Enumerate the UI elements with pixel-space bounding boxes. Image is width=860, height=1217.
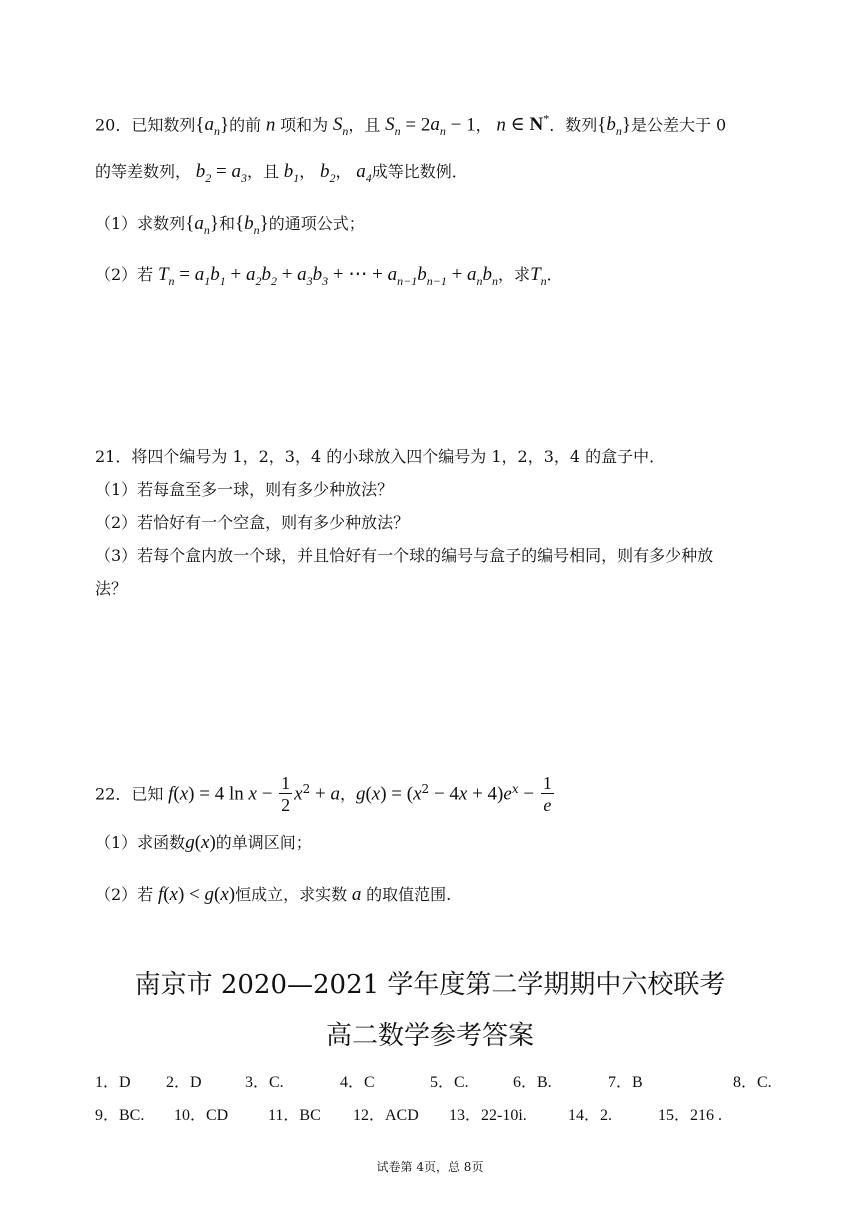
q21-line1: 21．将四个编号为 1，2，3，4 的小球放入四个编号为 1，2，3，4 的盒子中． bbox=[95, 447, 666, 466]
answer-key-subtitle: 高二数学参考答案 bbox=[325, 1021, 534, 1051]
answer-3: 3．C. bbox=[245, 1074, 284, 1091]
q21-part1: （1）若每盒至多一球，则有多少种放法？ bbox=[95, 480, 394, 499]
q22-line1: 22．已知 f(x) = 4 ln x − $\frac{1}{2}$ $x^2 + a$，$g(x) = (x^2 - 4x + 4)e^x$ − $\frac{1}{e}$ bbox=[95, 773, 552, 816]
answer-13: 13．22-10i. bbox=[449, 1107, 527, 1124]
q22-part2: （2）若 f(x) < g(x)恒成立，求实数 a 的取值范围. bbox=[95, 884, 452, 905]
q20-part2: （2）若 $T_n = a_1b_1 + a_2b_2 + a_3b_3$ + ⋯ + $a_{n-1}b_{n-1} + a_nb_n$，求$T_n$． bbox=[95, 264, 563, 288]
answer-7: 7．B bbox=[608, 1074, 643, 1091]
answer-key-title: 南京市 2020—2021 学年度第二学期期中六校联考 bbox=[134, 970, 726, 1000]
answer-11: 11．BC bbox=[268, 1107, 321, 1124]
q20-line1: 20．已知数列$\{a_n\}$的前 n 项和为 $S_n$，且 $S_n = 2a_n - 1$， n ∈ N*．数列$\{b_n\}$是公差大于 0 bbox=[95, 112, 727, 139]
answer-2: 2．D bbox=[166, 1074, 202, 1091]
answer-4: 4．C bbox=[340, 1074, 375, 1091]
q20-part1: （1）求数列$\{a_n\}$和$\{b_n\}$的通项公式； bbox=[95, 213, 365, 237]
q20-line2: 的等差数列， $b_2 = a_3$，且 $b_1$， $b_2$， $a_4$成等比数例． bbox=[95, 161, 468, 185]
q21-part3-cont: 法？ bbox=[95, 579, 128, 598]
q22-part1: （1）求函数g(x)的单调区间； bbox=[95, 832, 312, 853]
answer-1: 1．D bbox=[95, 1074, 131, 1091]
q21-part3: （3）若每个盒内放一个球，并且恰好有一个球的编号与盒子的编号相同，则有多少种放 bbox=[95, 546, 714, 565]
answer-9: 9．BC. bbox=[95, 1107, 145, 1124]
answer-14: 14．2. bbox=[568, 1107, 613, 1124]
answer-15: 15．216 . bbox=[658, 1107, 723, 1124]
q21-part2: （2）若恰好有一个空盒，则有多少种放法？ bbox=[95, 513, 410, 532]
answer-8: 8．C. bbox=[733, 1074, 772, 1091]
answer-12: 12．ACD bbox=[353, 1107, 419, 1124]
page-footer: 试卷第 4页，总 8页 bbox=[376, 1160, 484, 1174]
answer-6: 6．B. bbox=[513, 1074, 552, 1091]
answer-5: 5．C. bbox=[430, 1074, 469, 1091]
answer-10: 10．CD bbox=[174, 1107, 229, 1124]
